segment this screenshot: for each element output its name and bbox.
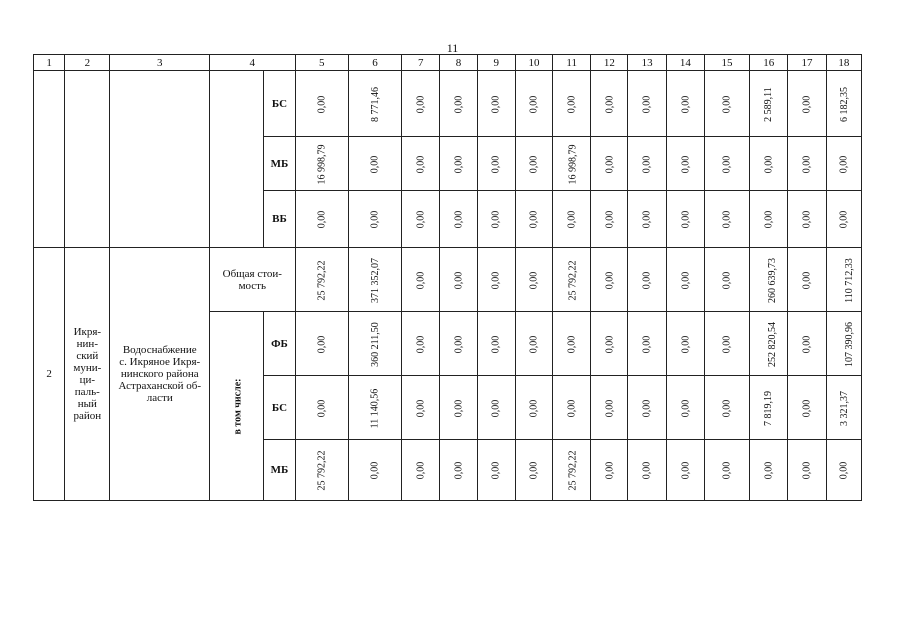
vertical-text: 371 352,07 [369, 257, 381, 303]
value-cell [591, 71, 628, 137]
value-cell [553, 312, 591, 376]
vertical-text: 0,00 [679, 155, 691, 173]
column-header: 13 [628, 55, 666, 71]
value-cell [348, 191, 401, 248]
value-cell [295, 312, 348, 376]
column-header: 18 [826, 55, 861, 71]
vertical-text: 0,00 [679, 271, 691, 289]
vertical-text: 0,00 [369, 155, 381, 173]
vertical-text: 0,00 [838, 155, 850, 173]
vertical-text: 0,00 [528, 461, 540, 480]
vertical-text: 0,00 [641, 210, 653, 229]
column-header: 9 [477, 55, 515, 71]
column-header: 16 [750, 55, 788, 71]
value-cell [440, 137, 477, 191]
funding-type: МБ [264, 440, 295, 501]
table-row [34, 71, 862, 137]
column-header: 11 [553, 55, 591, 71]
vertical-text: 7 819,19 [763, 390, 775, 426]
empty-cell [65, 71, 110, 248]
vertical-text: 0,00 [801, 210, 813, 229]
value-cell [295, 191, 348, 248]
value-cell [477, 137, 515, 191]
value-cell [628, 191, 666, 248]
vertical-text: 8 771,46 [369, 86, 381, 122]
value-cell [477, 248, 515, 312]
value-cell [440, 312, 477, 376]
value-cell [440, 440, 477, 501]
value-cell [750, 191, 788, 248]
empty-cell [210, 71, 264, 248]
value-cell [402, 440, 440, 501]
vertical-text: 0,00 [490, 399, 502, 417]
value-cell [477, 191, 515, 248]
funding-type: ВБ [264, 191, 295, 248]
vertical-text: 0,00 [721, 461, 733, 480]
value-cell [826, 312, 861, 376]
vertical-text: 0,00 [641, 155, 653, 173]
vertical-text: 0,00 [801, 461, 813, 480]
vertical-text: 0,00 [763, 155, 775, 173]
vertical-text: в том числе: [232, 378, 244, 435]
vertical-text: 360 211,50 [369, 321, 381, 367]
vertical-text: 0,00 [838, 210, 850, 229]
vertical-text: 0,00 [679, 335, 691, 353]
value-cell [440, 71, 477, 137]
value-cell [553, 191, 591, 248]
vertical-text: 0,00 [316, 335, 328, 353]
value-cell [402, 191, 440, 248]
value-cell [402, 71, 440, 137]
vertical-text: 0,00 [641, 271, 653, 289]
funding-type: МБ [264, 137, 295, 191]
vertical-text: 0,00 [801, 155, 813, 173]
value-cell [477, 312, 515, 376]
value-cell [826, 137, 861, 191]
vertical-text: 0,00 [369, 461, 381, 480]
value-cell [788, 137, 826, 191]
value-cell [440, 248, 477, 312]
value-cell [591, 376, 628, 440]
vertical-text: 0,00 [490, 335, 502, 353]
value-cell [553, 71, 591, 137]
column-header: 10 [515, 55, 552, 71]
value-cell [295, 376, 348, 440]
vertical-text: 0,00 [453, 399, 464, 417]
vertical-text: 0,00 [415, 461, 427, 480]
value-cell [515, 71, 552, 137]
vertical-text: 0,00 [801, 399, 813, 417]
column-header: 12 [591, 55, 628, 71]
vertical-text: 0,00 [316, 210, 328, 229]
vertical-text: 0,00 [679, 95, 691, 113]
vertical-text: 0,00 [603, 271, 615, 289]
value-cell [553, 376, 591, 440]
funding-type: БС [264, 376, 295, 440]
value-cell [628, 440, 666, 501]
including-label [210, 312, 264, 501]
vertical-text: 0,00 [528, 155, 540, 173]
vertical-text: 0,00 [415, 95, 427, 113]
vertical-text: 0,00 [721, 271, 733, 289]
value-cell [788, 440, 826, 501]
vertical-text: 0,00 [528, 399, 540, 417]
value-cell [515, 248, 552, 312]
vertical-text: 0,00 [641, 399, 653, 417]
vertical-text: 0,00 [566, 399, 578, 417]
vertical-text: 0,00 [528, 335, 540, 353]
column-header: 5 [295, 55, 348, 71]
column-header: 7 [402, 55, 440, 71]
value-cell [826, 440, 861, 501]
value-cell [826, 376, 861, 440]
vertical-text: 0,00 [453, 155, 464, 173]
value-cell [591, 440, 628, 501]
vertical-text: 25 792,22 [316, 260, 328, 300]
value-cell [477, 440, 515, 501]
vertical-text: 0,00 [721, 95, 733, 113]
vertical-text: 0,00 [679, 461, 691, 480]
value-cell [440, 191, 477, 248]
value-cell [704, 376, 749, 440]
value-cell [750, 248, 788, 312]
vertical-text: 0,00 [316, 95, 328, 113]
value-cell [704, 137, 749, 191]
vertical-text: 0,00 [603, 210, 615, 229]
vertical-text: 0,00 [490, 95, 502, 113]
vertical-text: 0,00 [528, 210, 540, 229]
value-cell [515, 191, 552, 248]
value-cell [348, 376, 401, 440]
vertical-text: 0,00 [763, 461, 775, 480]
vertical-text: 25 792,22 [316, 450, 328, 491]
vertical-text: 0,00 [415, 271, 427, 289]
value-cell [788, 191, 826, 248]
vertical-text: 11 140,56 [369, 388, 381, 428]
vertical-text: 0,00 [490, 271, 502, 289]
value-cell [788, 376, 826, 440]
vertical-text: 0,00 [528, 95, 540, 113]
vertical-text: 0,00 [490, 210, 502, 229]
value-cell [666, 71, 704, 137]
vertical-text: 0,00 [603, 461, 615, 480]
value-cell [402, 137, 440, 191]
value-cell [591, 137, 628, 191]
value-cell [666, 376, 704, 440]
value-cell [402, 312, 440, 376]
value-cell [750, 312, 788, 376]
value-cell [750, 137, 788, 191]
value-cell [826, 191, 861, 248]
vertical-text: 0,00 [415, 155, 427, 173]
empty-cell [110, 71, 210, 248]
vertical-text: 0,00 [801, 271, 813, 289]
vertical-text: 0,00 [603, 155, 615, 173]
value-cell [666, 191, 704, 248]
vertical-text: 0,00 [603, 399, 615, 417]
vertical-text: 0,00 [528, 271, 540, 289]
header-row [34, 55, 862, 71]
vertical-text: 0,00 [453, 461, 464, 480]
vertical-text: 0,00 [641, 335, 653, 353]
funding-type: БС [264, 71, 295, 137]
value-cell [628, 376, 666, 440]
value-cell [826, 248, 861, 312]
value-cell [295, 71, 348, 137]
value-cell [348, 440, 401, 501]
value-cell [553, 440, 591, 501]
value-cell [750, 71, 788, 137]
vertical-text: 0,00 [566, 95, 578, 113]
value-cell [628, 312, 666, 376]
column-header: 6 [348, 55, 401, 71]
vertical-text: 25 792,22 [567, 450, 579, 491]
funding-type: ФБ [264, 312, 295, 376]
vertical-text: 0,00 [679, 399, 691, 417]
value-cell [704, 71, 749, 137]
vertical-text: 0,00 [453, 210, 464, 229]
column-header: 14 [666, 55, 704, 71]
value-cell [348, 137, 401, 191]
vertical-text: 252 820,54 [767, 321, 779, 367]
vertical-text: 0,00 [566, 210, 578, 229]
value-cell [440, 376, 477, 440]
value-cell [666, 312, 704, 376]
value-cell [348, 312, 401, 376]
value-cell [788, 248, 826, 312]
vertical-text: 0,00 [415, 335, 427, 353]
value-cell [515, 312, 552, 376]
vertical-text: 0,00 [801, 335, 813, 353]
vertical-text: 0,00 [490, 155, 502, 173]
vertical-text: 6 182,35 [838, 86, 850, 122]
column-header: 2 [65, 55, 110, 71]
value-cell [295, 440, 348, 501]
column-header: 1 [34, 55, 65, 71]
value-cell [591, 312, 628, 376]
value-cell [477, 71, 515, 137]
total-cost-label: Общая стои- мость [210, 248, 296, 312]
value-cell [553, 248, 591, 312]
value-cell [750, 440, 788, 501]
value-cell [628, 248, 666, 312]
value-cell [788, 312, 826, 376]
value-cell [295, 137, 348, 191]
vertical-text: 260 639,73 [767, 257, 779, 303]
vertical-text: 0,00 [316, 399, 328, 417]
value-cell [295, 248, 348, 312]
vertical-text: 0,00 [453, 95, 464, 113]
value-cell [477, 376, 515, 440]
column-header: 8 [440, 55, 477, 71]
vertical-text: 0,00 [603, 95, 615, 113]
value-cell [704, 312, 749, 376]
value-cell [826, 71, 861, 137]
value-cell [515, 137, 552, 191]
column-header: 4 [210, 55, 296, 71]
vertical-text: 0,00 [566, 335, 578, 353]
budget-table [33, 54, 862, 501]
value-cell [750, 376, 788, 440]
value-cell [666, 440, 704, 501]
vertical-text: 0,00 [721, 399, 733, 417]
page-number: 11 [446, 41, 459, 55]
vertical-text: 0,00 [603, 335, 615, 353]
vertical-text: 0,00 [838, 461, 850, 480]
value-cell [591, 248, 628, 312]
vertical-text: 0,00 [415, 210, 427, 229]
value-cell [628, 71, 666, 137]
district-cell: Икря- нин- ский муни- ци- паль- ный район [65, 248, 110, 501]
value-cell [348, 71, 401, 137]
vertical-text: 25 792,22 [567, 260, 579, 300]
vertical-text: 0,00 [415, 399, 427, 417]
table-row [34, 248, 862, 312]
vertical-text: 110 712,33 [843, 257, 855, 303]
vertical-text: 0,00 [453, 335, 464, 353]
column-header: 17 [788, 55, 826, 71]
vertical-text: 0,00 [721, 155, 733, 173]
vertical-text: 0,00 [641, 461, 653, 480]
vertical-text: 2 589,11 [763, 86, 775, 122]
vertical-text: 0,00 [801, 95, 813, 113]
value-cell [515, 376, 552, 440]
project-cell: Водоснабжение с. Икряное Икря- нинского района Астраханской об- ласти [110, 248, 210, 501]
value-cell [348, 248, 401, 312]
value-cell [704, 191, 749, 248]
vertical-text: 0,00 [721, 210, 733, 229]
value-cell [666, 248, 704, 312]
value-cell [704, 440, 749, 501]
vertical-text: 0,00 [763, 210, 775, 229]
column-header: 3 [110, 55, 210, 71]
row-number: 2 [34, 248, 65, 501]
vertical-text: 16 998,79 [567, 144, 579, 184]
value-cell [515, 440, 552, 501]
vertical-text: 0,00 [490, 461, 502, 480]
value-cell [553, 137, 591, 191]
vertical-text: 0,00 [641, 95, 653, 113]
value-cell [402, 376, 440, 440]
vertical-text: 107 390,96 [843, 321, 855, 367]
vertical-text: 0,00 [721, 335, 733, 353]
vertical-text: 0,00 [679, 210, 691, 229]
vertical-text: 3 321,37 [838, 390, 850, 426]
vertical-text: 0,00 [369, 210, 381, 229]
value-cell [704, 248, 749, 312]
value-cell [591, 191, 628, 248]
value-cell [402, 248, 440, 312]
empty-cell [34, 71, 65, 248]
vertical-text: 16 998,79 [316, 144, 328, 184]
value-cell [666, 137, 704, 191]
vertical-text: 0,00 [453, 271, 464, 289]
column-header: 15 [704, 55, 749, 71]
value-cell [788, 71, 826, 137]
value-cell [628, 137, 666, 191]
